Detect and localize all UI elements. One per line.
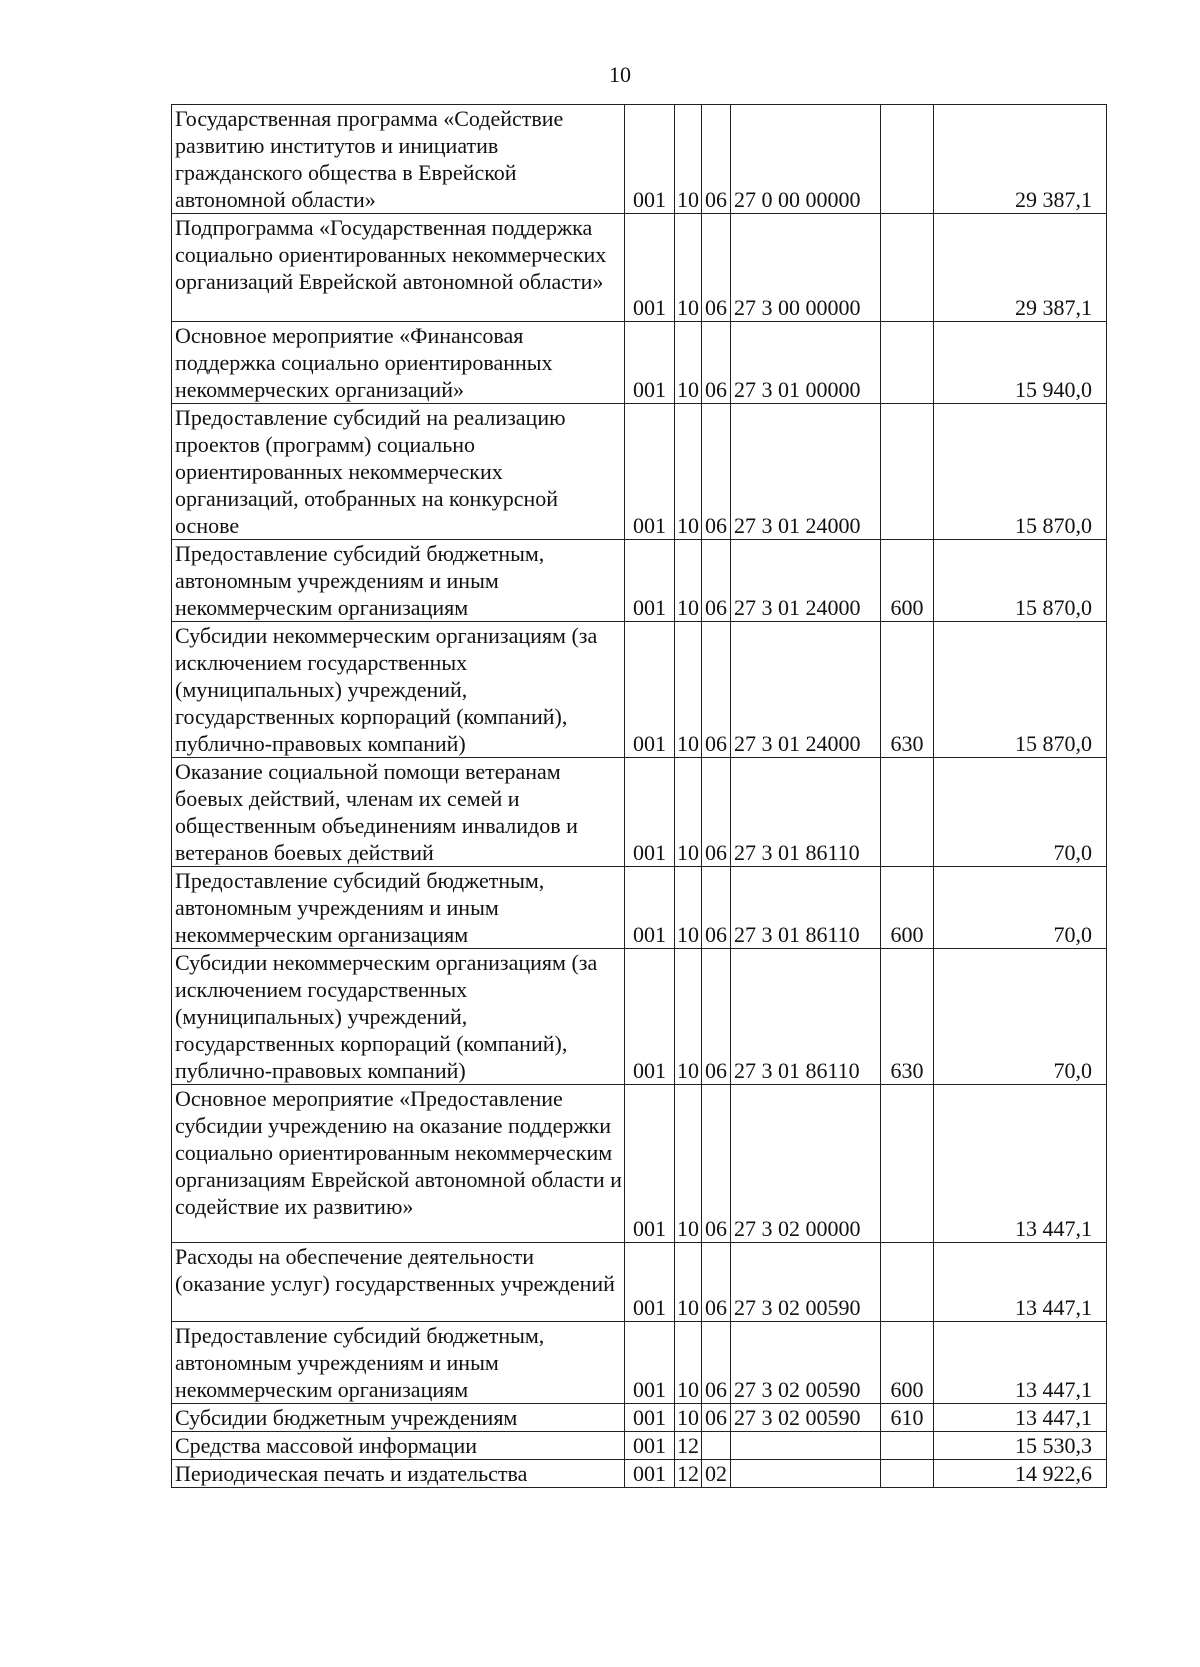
section-code-cell: 10 bbox=[675, 622, 702, 758]
target-article-cell: 27 3 01 00000 bbox=[731, 322, 881, 404]
expense-type-cell: 600 bbox=[881, 867, 934, 949]
target-article-cell: 27 3 02 00590 bbox=[731, 1404, 881, 1432]
admin-code-cell: 001 bbox=[625, 540, 675, 622]
line-item-name: Оказание социальной помощи ветеранам боевых действий, членам их семей и общественным объединениям инвалидов и ветеранов боевых действий bbox=[172, 758, 625, 867]
amount-cell: 29 387,1 bbox=[934, 105, 1107, 214]
expense-type-cell bbox=[881, 404, 934, 540]
expense-type-cell bbox=[881, 214, 934, 322]
target-article-cell: 27 3 01 24000 bbox=[731, 404, 881, 540]
line-item-name: Субсидии некоммерческим организациям (за исключением государственных (муниципальных) учреждений, государственных корпораций (компаний), публично-правовых компаний) bbox=[172, 622, 625, 758]
admin-code-cell: 001 bbox=[625, 404, 675, 540]
amount-cell: 29 387,1 bbox=[934, 214, 1107, 322]
subsection-code-cell: 06 bbox=[702, 105, 731, 214]
expense-type-cell bbox=[881, 105, 934, 214]
table-row bbox=[172, 1404, 1107, 1432]
admin-code-cell: 001 bbox=[625, 322, 675, 404]
admin-code-cell: 001 bbox=[625, 1085, 675, 1243]
section-code-cell: 10 bbox=[675, 540, 702, 622]
amount-cell: 70,0 bbox=[934, 949, 1107, 1085]
subsection-code-cell: 06 bbox=[702, 622, 731, 758]
section-code-cell: 10 bbox=[675, 404, 702, 540]
table-row bbox=[172, 1243, 1107, 1322]
section-code-cell: 12 bbox=[675, 1460, 702, 1488]
expense-type-cell bbox=[881, 1460, 934, 1488]
admin-code-cell: 001 bbox=[625, 867, 675, 949]
section-code-cell: 10 bbox=[675, 105, 702, 214]
table-row bbox=[172, 404, 1107, 540]
table-row bbox=[172, 758, 1107, 867]
table-row bbox=[172, 1085, 1107, 1243]
budget-table bbox=[171, 104, 1107, 1488]
line-item-name: Субсидии бюджетным учреждениям bbox=[172, 1404, 625, 1432]
table-row bbox=[172, 105, 1107, 214]
target-article-cell: 27 3 01 86110 bbox=[731, 758, 881, 867]
table-row bbox=[172, 540, 1107, 622]
amount-cell: 14 922,6 bbox=[934, 1460, 1107, 1488]
admin-code-cell: 001 bbox=[625, 1243, 675, 1322]
admin-code-cell: 001 bbox=[625, 949, 675, 1085]
section-code-cell: 10 bbox=[675, 1243, 702, 1322]
section-code-cell: 10 bbox=[675, 949, 702, 1085]
expense-type-cell bbox=[881, 758, 934, 867]
subsection-code-cell: 06 bbox=[702, 1404, 731, 1432]
target-article-cell: 27 3 02 00590 bbox=[731, 1322, 881, 1404]
line-item-name: Предоставление субсидий бюджетным, автономным учреждениям и иным некоммерческим организациям bbox=[172, 1322, 625, 1404]
expense-type-cell bbox=[881, 322, 934, 404]
admin-code-cell: 001 bbox=[625, 758, 675, 867]
table-row bbox=[172, 322, 1107, 404]
target-article-cell: 27 0 00 00000 bbox=[731, 105, 881, 214]
line-item-name: Средства массовой информации bbox=[172, 1432, 625, 1460]
table-row bbox=[172, 1460, 1107, 1488]
subsection-code-cell bbox=[702, 1432, 731, 1460]
table-row bbox=[172, 214, 1107, 322]
section-code-cell: 10 bbox=[675, 867, 702, 949]
expense-type-cell: 600 bbox=[881, 1322, 934, 1404]
page-number: 10 bbox=[609, 62, 631, 87]
amount-cell: 15 870,0 bbox=[934, 622, 1107, 758]
amount-cell: 15 870,0 bbox=[934, 540, 1107, 622]
amount-cell: 15 530,3 bbox=[934, 1432, 1107, 1460]
target-article-cell: 27 3 01 86110 bbox=[731, 867, 881, 949]
section-code-cell: 10 bbox=[675, 214, 702, 322]
target-article-cell: 27 3 02 00590 bbox=[731, 1243, 881, 1322]
amount-cell: 15 940,0 bbox=[934, 322, 1107, 404]
subsection-code-cell: 06 bbox=[702, 404, 731, 540]
subsection-code-cell: 06 bbox=[702, 322, 731, 404]
target-article-cell: 27 3 02 00000 bbox=[731, 1085, 881, 1243]
amount-cell: 13 447,1 bbox=[934, 1085, 1107, 1243]
table-row bbox=[172, 1432, 1107, 1460]
target-article-cell: 27 3 01 24000 bbox=[731, 540, 881, 622]
line-item-name: Субсидии некоммерческим организациям (за исключением государственных (муниципальных) учреждений, государственных корпораций (компаний), публично-правовых компаний) bbox=[172, 949, 625, 1085]
expense-type-cell: 610 bbox=[881, 1404, 934, 1432]
amount-cell: 70,0 bbox=[934, 758, 1107, 867]
table-row bbox=[172, 1322, 1107, 1404]
subsection-code-cell: 06 bbox=[702, 758, 731, 867]
admin-code-cell: 001 bbox=[625, 622, 675, 758]
subsection-code-cell: 06 bbox=[702, 867, 731, 949]
line-item-name: Периодическая печать и издательства bbox=[172, 1460, 625, 1488]
target-article-cell: 27 3 01 24000 bbox=[731, 622, 881, 758]
expense-type-cell: 630 bbox=[881, 949, 934, 1085]
expense-type-cell bbox=[881, 1085, 934, 1243]
amount-cell: 13 447,1 bbox=[934, 1322, 1107, 1404]
section-code-cell: 10 bbox=[675, 758, 702, 867]
target-article-cell bbox=[731, 1460, 881, 1488]
line-item-name: Основное мероприятие «Финансовая поддержка социально ориентированных некоммерческих организаций» bbox=[172, 322, 625, 404]
amount-cell: 13 447,1 bbox=[934, 1404, 1107, 1432]
target-article-cell: 27 3 00 00000 bbox=[731, 214, 881, 322]
line-item-name: Предоставление субсидий бюджетным, автономным учреждениям и иным некоммерческим организациям bbox=[172, 867, 625, 949]
table-row bbox=[172, 622, 1107, 758]
section-code-cell: 10 bbox=[675, 1404, 702, 1432]
expense-type-cell: 600 bbox=[881, 540, 934, 622]
target-article-cell bbox=[731, 1432, 881, 1460]
expense-type-cell bbox=[881, 1243, 934, 1322]
line-item-name: Подпрограмма «Государственная поддержка социально ориентированных некоммерческих организаций Еврейской автономной области» bbox=[172, 214, 625, 322]
section-code-cell: 10 bbox=[675, 1085, 702, 1243]
line-item-name: Предоставление субсидий бюджетным, автономным учреждениям и иным некоммерческим организациям bbox=[172, 540, 625, 622]
expense-type-cell: 630 bbox=[881, 622, 934, 758]
admin-code-cell: 001 bbox=[625, 1460, 675, 1488]
subsection-code-cell: 06 bbox=[702, 1085, 731, 1243]
line-item-name: Предоставление субсидий на реализацию проектов (программ) социально ориентированных некоммерческих организаций, отобранных на конкурсной основе bbox=[172, 404, 625, 540]
subsection-code-cell: 06 bbox=[702, 1243, 731, 1322]
section-code-cell: 10 bbox=[675, 1322, 702, 1404]
admin-code-cell: 001 bbox=[625, 1432, 675, 1460]
expense-type-cell bbox=[881, 1432, 934, 1460]
subsection-code-cell: 02 bbox=[702, 1460, 731, 1488]
line-item-name: Государственная программа «Содействие развитию институтов и инициатив гражданского общества в Еврейской автономной области» bbox=[172, 105, 625, 214]
subsection-code-cell: 06 bbox=[702, 540, 731, 622]
admin-code-cell: 001 bbox=[625, 1404, 675, 1432]
line-item-name: Основное мероприятие «Предоставление субсидии учреждению на оказание поддержки социально ориентированным некоммерческим организациям Еврейской автономной области и содействие их развитию» bbox=[172, 1085, 625, 1243]
line-item-name: Расходы на обеспечение деятельности (оказание услуг) государственных учреждений bbox=[172, 1243, 625, 1322]
table-row bbox=[172, 867, 1107, 949]
amount-cell: 15 870,0 bbox=[934, 404, 1107, 540]
admin-code-cell: 001 bbox=[625, 105, 675, 214]
amount-cell: 70,0 bbox=[934, 867, 1107, 949]
table-row bbox=[172, 949, 1107, 1085]
subsection-code-cell: 06 bbox=[702, 1322, 731, 1404]
amount-cell: 13 447,1 bbox=[934, 1243, 1107, 1322]
admin-code-cell: 001 bbox=[625, 214, 675, 322]
admin-code-cell: 001 bbox=[625, 1322, 675, 1404]
subsection-code-cell: 06 bbox=[702, 949, 731, 1085]
section-code-cell: 10 bbox=[675, 322, 702, 404]
subsection-code-cell: 06 bbox=[702, 214, 731, 322]
target-article-cell: 27 3 01 86110 bbox=[731, 949, 881, 1085]
section-code-cell: 12 bbox=[675, 1432, 702, 1460]
